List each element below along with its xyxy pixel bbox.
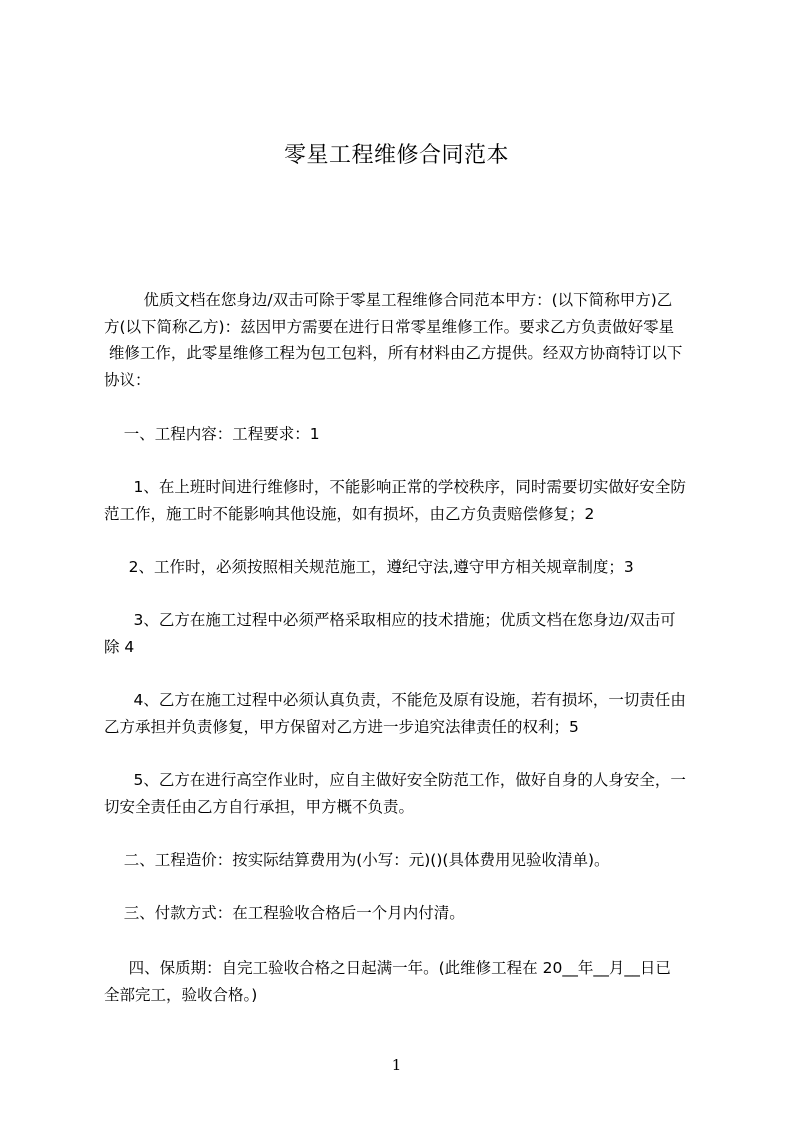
paragraph-line: 1、在上班时间进行维修时，不能影响正常的学校秩序，同时需要切实做好安全防 bbox=[104, 478, 686, 496]
paragraph-line: 协议： bbox=[104, 370, 151, 389]
paragraph-line: 除 4 bbox=[104, 637, 135, 656]
paragraph-line: 优质文档在您身边/双击可除于零星工程维修合同范本甲方：(以下简称甲方)乙 bbox=[104, 291, 673, 309]
requirement-item-4 bbox=[104, 687, 714, 740]
paragraph-line: 一、工程内容：工程要求：1 bbox=[104, 425, 320, 443]
paragraph-line: 5、乙方在进行高空作业时，应自主做好安全防范工作，做好自身的人身安全，一 bbox=[104, 771, 686, 789]
paragraph-line: 2、工作时，必须按照相关规范施工，遵纪守法,遵守甲方相关规章制度；3 bbox=[104, 558, 634, 576]
section-three-payment bbox=[104, 900, 714, 927]
section-one-heading bbox=[104, 421, 714, 448]
paragraph-line: 维修工作，此零星维修工程为包工包料，所有材料由乙方提供。经双方协商特订以下 bbox=[104, 344, 683, 362]
section-four-warranty bbox=[104, 955, 714, 1008]
page-number: 1 bbox=[391, 1056, 402, 1074]
requirement-item-5 bbox=[104, 767, 714, 820]
paragraph-line: 范工作，施工时不能影响其他设施，如有损坏，由乙方负责赔偿修复；2 bbox=[104, 504, 595, 523]
requirement-item-1 bbox=[104, 474, 714, 527]
document-title: 零星工程维修合同范本 bbox=[283, 143, 509, 168]
section-two-cost bbox=[104, 847, 714, 874]
paragraph-line: 二、工程造价：按实际结算费用为(小写：元)()(具体费用见验收清单)。 bbox=[104, 851, 610, 869]
paragraph-line: 四、保质期：自完工验收合格之日起满一年。(此维修工程在 20__年__月__日已 bbox=[104, 959, 671, 977]
intro-paragraph bbox=[104, 287, 714, 393]
requirement-item-3 bbox=[104, 607, 714, 660]
paragraph-line: 4、乙方在施工过程中必须认真负责，不能危及原有设施，若有损坏，一切责任由 bbox=[104, 691, 686, 709]
paragraph-line: 3、乙方在施工过程中必须严格采取相应的技术措施；优质文档在您身边/双击可 bbox=[104, 611, 676, 629]
paragraph-line: 切安全责任由乙方自行承担，甲方概不负责。 bbox=[104, 797, 415, 816]
paragraph-line: 方(以下简称乙方)：兹因甲方需要在进行日常零星维修工作。要求乙方负责做好零星 bbox=[104, 317, 675, 336]
paragraph-line: 三、付款方式：在工程验收合格后一个月内付清。 bbox=[104, 904, 465, 922]
paragraph-line: 全部完工，验收合格。) bbox=[104, 985, 258, 1004]
requirement-item-2 bbox=[104, 554, 714, 581]
paragraph-line: 乙方承担并负责修复，甲方保留对乙方进一步追究法律责任的权利；5 bbox=[104, 717, 579, 736]
